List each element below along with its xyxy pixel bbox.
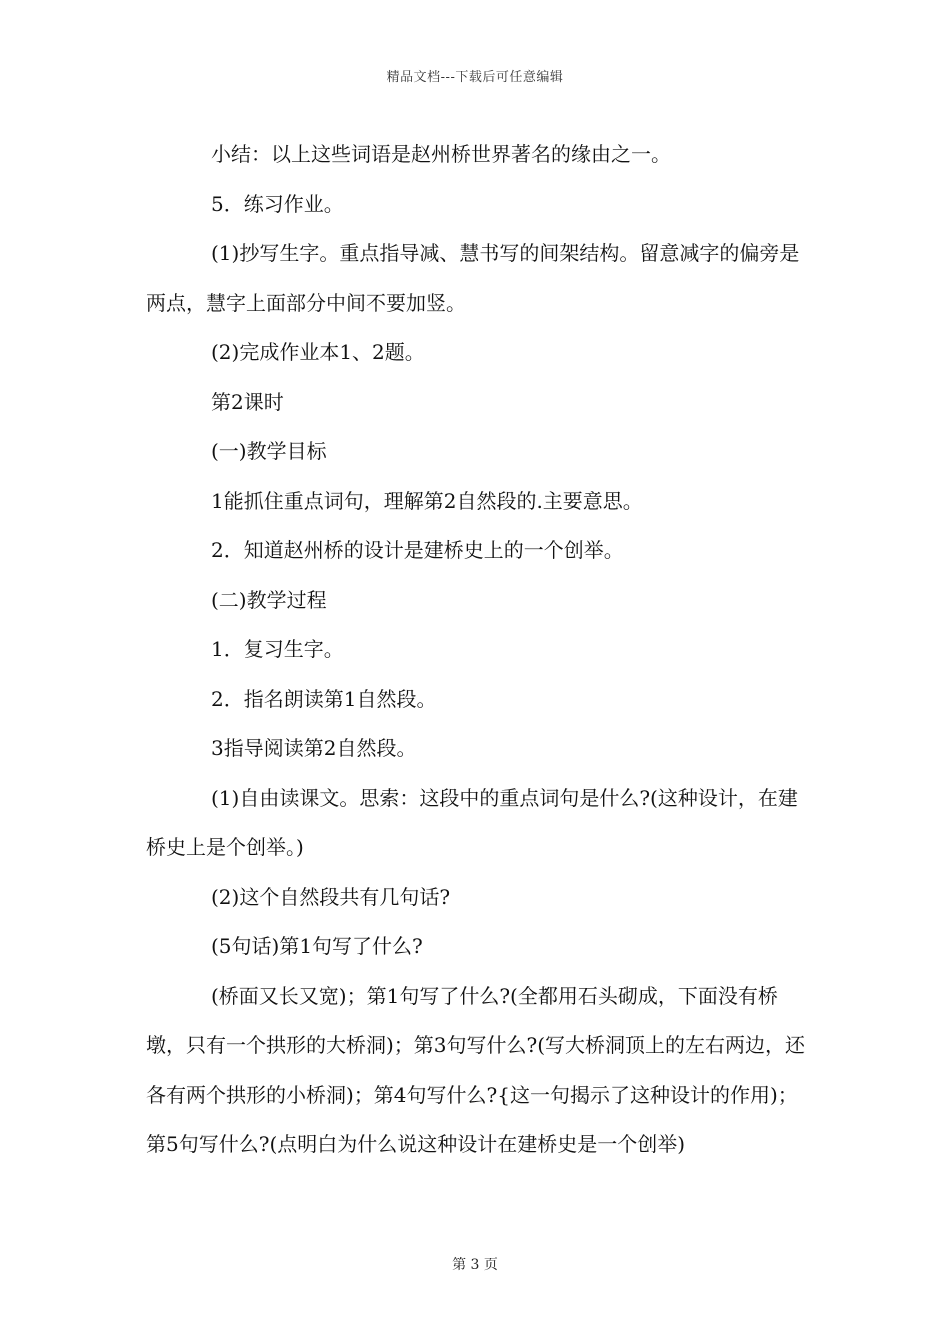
paragraph-step-3-answer: (5句话)第1句写了什么? (211, 934, 423, 958)
paragraph-goal-2: 2．知道赵州桥的设计是建桥史上的一个创举。 (211, 538, 624, 562)
paragraph-step-1: 1．复习生字。 (211, 637, 344, 661)
paragraph-exercise-1: (1)抄写生字。重点指导减、慧书写的间架结构。留意减字的偏旁是两点，慧字上面部分中间不要加竖。 (146, 241, 800, 315)
paragraph-exercise-2: (2)完成作业本1、2题。 (211, 340, 425, 364)
paragraph-step-3-2: (2)这个自然段共有几句话? (211, 884, 451, 909)
paragraph-step-3: 3指导阅读第2自然段。 (211, 736, 417, 760)
paragraph-goals-heading: (一)教学目标 (211, 439, 327, 463)
paragraph-lesson-2-title: 第2课时 (211, 389, 284, 414)
paragraph-step-3-detail: (桥面又长又宽)；第1句写了什么?(全都用石头砌成，下面没有桥墩，只有一个拱形的大桥洞)；第3句写什么?(写大桥洞顶上的左右两边，还各有两个拱形的小桥洞)；第4句写什么?{这一句揭示了这种设计的作用)；第5句写什么?(点明白为什么说这种设计在建桥史是一个创举) (146, 983, 806, 1156)
page-footer: 第 3 页 (452, 1257, 498, 1273)
page-header: 精品文档---下载后可任意编辑 (386, 70, 564, 85)
paragraph-step-2: 2．指名朗读第1自然段。 (211, 686, 437, 711)
paragraph-goal-1: 1能抓住重点词句，理解第2自然段的.主要意思。 (211, 488, 643, 513)
document-body (146, 130, 806, 1170)
paragraph-exercise-heading: 5．练习作业。 (211, 191, 344, 216)
paragraph-process-heading: (二)教学过程 (211, 587, 327, 612)
paragraph-step-3-1: (1)自由读课文。思索：这段中的重点词句是什么?(这种设计，在建桥史上是个创举。) (146, 785, 798, 859)
paragraph-summary: 小结：以上这些词语是赵州桥世界著名的缘由之一。 (211, 142, 671, 166)
